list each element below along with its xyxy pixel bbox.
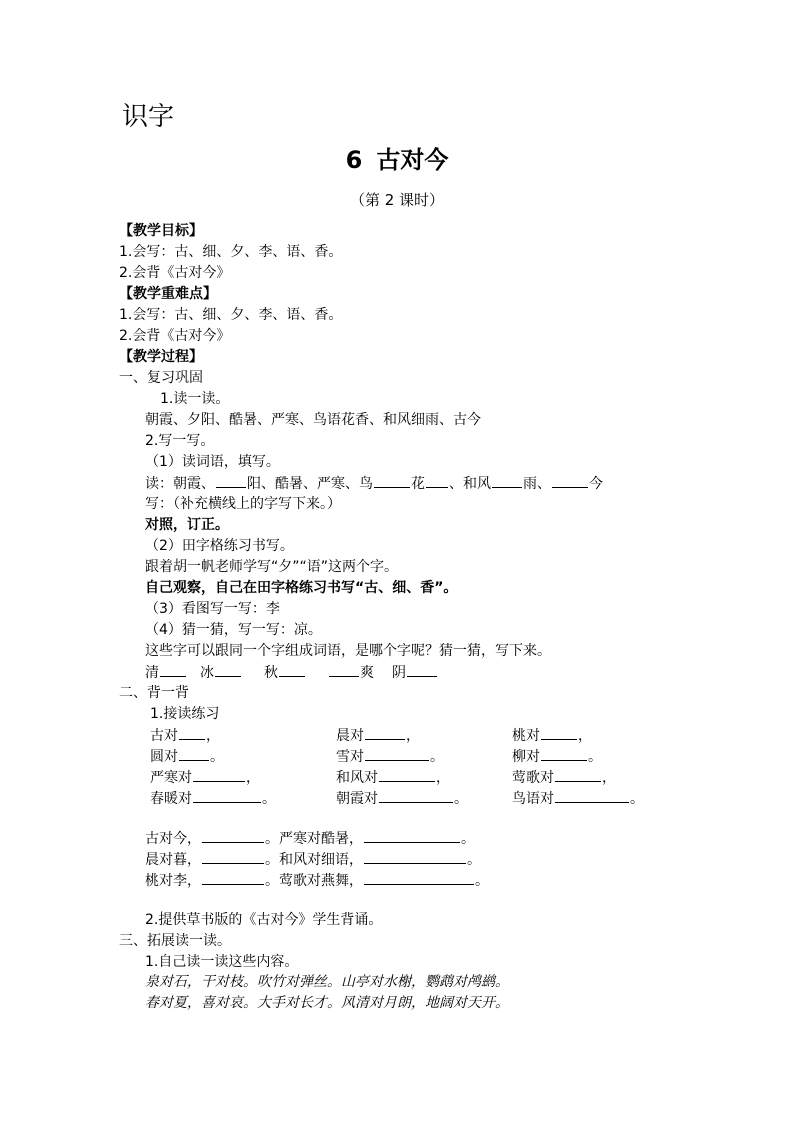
fill-text: 阳、酷暑、严寒、鸟 bbox=[247, 476, 373, 492]
pair-blank[interactable] bbox=[179, 725, 205, 740]
pair-item: 春暖对 。 bbox=[150, 788, 276, 809]
pair-blank[interactable] bbox=[193, 788, 261, 803]
part2-heading: 二、背一背 bbox=[119, 685, 189, 701]
pair-item: 圆对 。 bbox=[150, 746, 224, 767]
fill-text: 花 bbox=[411, 476, 425, 492]
recite-line: 古对今， 。严寒对酷暑， 。 bbox=[145, 828, 475, 849]
lesson-title bbox=[0, 145, 794, 175]
verse-line: 春对夏，喜对哀。大手对长才。风清对月朗，地阔对天开。 bbox=[145, 995, 509, 1011]
guess-blank[interactable] bbox=[407, 662, 437, 677]
fill-blank[interactable] bbox=[216, 473, 246, 488]
guess-item bbox=[145, 662, 187, 683]
guess-item bbox=[264, 662, 306, 683]
pair-item: 古对 ， bbox=[150, 725, 220, 746]
sub-step-3: （3）看图写一写：李 bbox=[145, 601, 280, 617]
fill-blank[interactable] bbox=[374, 473, 410, 488]
pair-blank[interactable] bbox=[379, 767, 435, 782]
fill-text: 雨、 bbox=[523, 476, 551, 492]
fill-blank[interactable] bbox=[552, 473, 588, 488]
guess-char: 冰 bbox=[200, 665, 214, 681]
guess-blank[interactable] bbox=[329, 662, 359, 677]
guess-char: 阴 bbox=[392, 665, 406, 681]
fill-blank[interactable] bbox=[492, 473, 522, 488]
pair-item: 桃对 ， bbox=[512, 725, 592, 746]
pair-item: 雪对 。 bbox=[336, 746, 444, 767]
key-points-header: 【教学重难点】 bbox=[119, 286, 217, 302]
guess-char: 爽 bbox=[360, 665, 374, 681]
part3-heading: 三、拓展读一读。 bbox=[119, 933, 231, 949]
write-hint: 写：（补充横线上的字写下来。） bbox=[145, 496, 341, 512]
guess-question: 这些字可以跟同一个字组成词语，是哪个字呢？猜一猜，写下来。 bbox=[145, 643, 551, 659]
pair-item: 和风对 ， bbox=[336, 767, 450, 788]
fill-text: 今 bbox=[589, 476, 603, 492]
fill-text: 、和风 bbox=[449, 476, 491, 492]
write-step: 2.写一写。 bbox=[145, 433, 215, 449]
pair-blank[interactable] bbox=[193, 767, 245, 782]
key-point-item: 2.会背《古对今》 bbox=[119, 328, 231, 344]
fill-blank[interactable] bbox=[426, 473, 448, 488]
read-step: 1.读一读。 bbox=[160, 391, 230, 407]
sub-step-2: （2）田字格练习书写。 bbox=[145, 538, 294, 554]
sub-step-4: （4）猜一猜，写一写：凉。 bbox=[145, 622, 322, 638]
goal-item: 2.会背《古对今》 bbox=[119, 265, 231, 281]
part1-heading: 一、复习巩固 bbox=[119, 370, 203, 386]
recite-blank[interactable] bbox=[364, 870, 474, 885]
pair-item: 朝霞对 。 bbox=[336, 788, 468, 809]
pair-item: 鸟语对 。 bbox=[512, 788, 644, 809]
recite-blank[interactable] bbox=[202, 870, 264, 885]
guess-char: 清 bbox=[145, 665, 159, 681]
goal-item: 1.会写：古、细、夕、李、语、香。 bbox=[119, 244, 343, 260]
recite-blank[interactable] bbox=[364, 828, 460, 843]
pair-blank[interactable] bbox=[541, 725, 577, 740]
guess-blank[interactable] bbox=[215, 662, 241, 677]
pair-blank[interactable] bbox=[541, 746, 587, 761]
guess-item bbox=[328, 662, 374, 683]
pair-item: 莺歌对 ， bbox=[512, 767, 616, 788]
recite-line: 桃对李， 。莺歌对燕舞， 。 bbox=[145, 870, 489, 891]
key-point-item: 1.会写：古、细、夕、李、语、香。 bbox=[119, 307, 343, 323]
guess-char: 秋 bbox=[264, 665, 278, 681]
recite-blank[interactable] bbox=[364, 849, 466, 864]
observe-instruction: 自己观察，自己在田字格练习书写“古、细、香”。 bbox=[145, 580, 458, 596]
pair-blank[interactable] bbox=[555, 767, 601, 782]
check-instruction: 对照，订正。 bbox=[145, 517, 229, 533]
verse-line: 泉对石，干对枝。吹竹对弹丝。山亭对水榭，鹦鹉对鸬鹚。 bbox=[145, 974, 509, 990]
pair-blank[interactable] bbox=[379, 788, 453, 803]
lesson-title-text: 古对今 bbox=[376, 146, 449, 174]
lesson-number: 6 bbox=[345, 146, 363, 174]
section-heading: 识字 bbox=[122, 102, 175, 132]
process-header: 【教学过程】 bbox=[119, 349, 203, 365]
pair-blank[interactable] bbox=[365, 746, 429, 761]
part2-sub-step-1: 1.接读练习 bbox=[150, 706, 220, 722]
pair-item: 严寒对 ， bbox=[150, 767, 260, 788]
pair-item: 晨对 ， bbox=[336, 725, 420, 746]
pair-blank[interactable] bbox=[179, 746, 209, 761]
fill-text: 读：朝霞、 bbox=[145, 476, 215, 492]
guess-blank[interactable] bbox=[279, 662, 305, 677]
part3-sub-step-1: 1.自己读一读这些内容。 bbox=[145, 954, 299, 970]
goals-header: 【教学目标】 bbox=[119, 223, 203, 239]
pair-blank[interactable] bbox=[365, 725, 405, 740]
review-words: 朝霞、夕阳、酷暑、严寒、鸟语花香、和风细雨、古今 bbox=[145, 412, 481, 428]
fill-blank-line bbox=[145, 473, 603, 494]
pair-item: 柳对 。 bbox=[512, 746, 602, 767]
sub-step-1: （1）读词语，填写。 bbox=[145, 454, 280, 470]
lesson-period: （第 2 课时） bbox=[349, 191, 445, 209]
follow-instruction: 跟着胡一帆老师学写“夕”“语”这两个字。 bbox=[145, 559, 399, 575]
recite-line: 晨对暮， 。和风对细语， 。 bbox=[145, 849, 481, 870]
guess-blank[interactable] bbox=[160, 662, 186, 677]
part2-sub-step-2: 2.提供草书版的《古对今》学生背诵。 bbox=[145, 912, 383, 928]
recite-blank[interactable] bbox=[202, 828, 264, 843]
guess-item bbox=[392, 662, 438, 683]
recite-blank[interactable] bbox=[202, 849, 264, 864]
pair-blank[interactable] bbox=[555, 788, 629, 803]
guess-item bbox=[200, 662, 242, 683]
